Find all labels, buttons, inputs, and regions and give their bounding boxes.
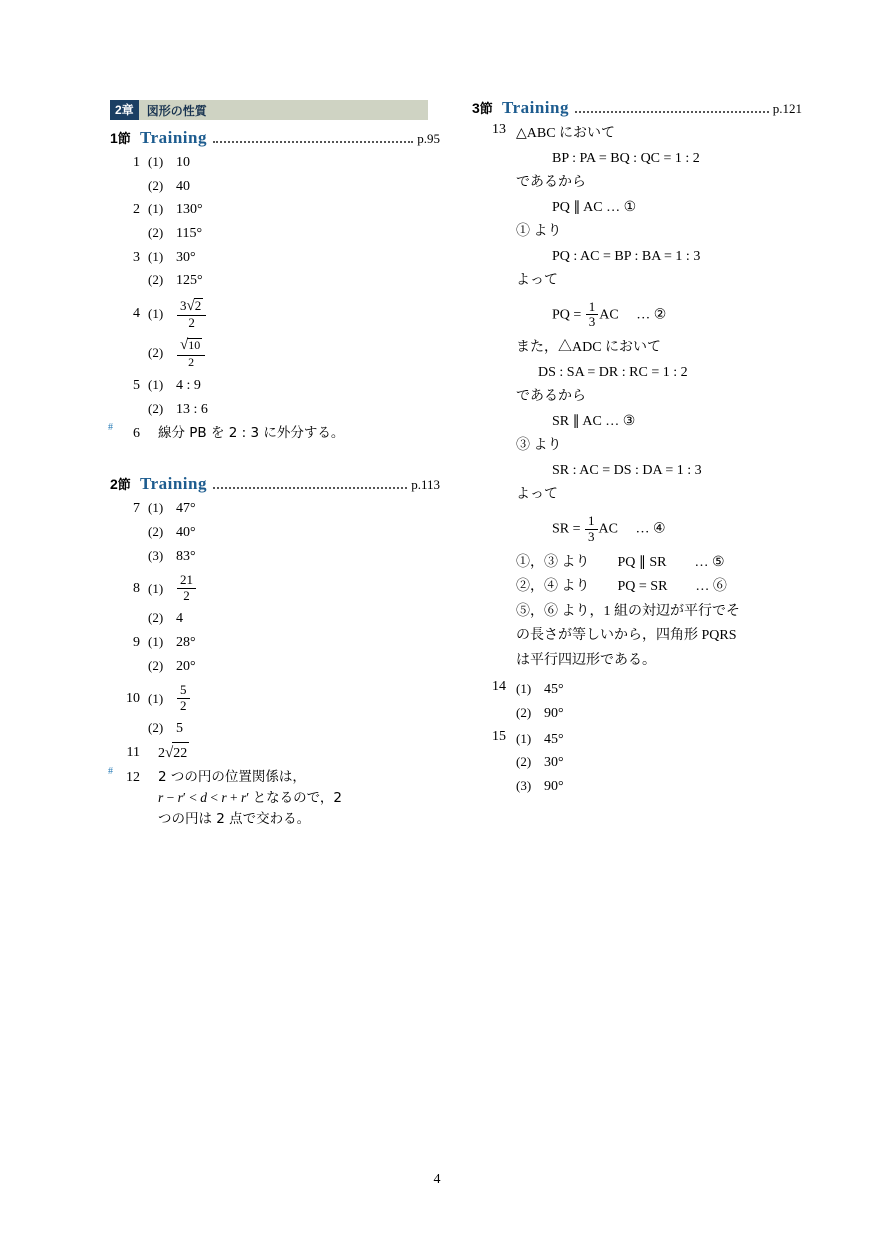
fraction-numerator: 5: [180, 682, 187, 698]
leader-dots: [575, 110, 769, 113]
answer-row: [110, 632, 440, 654]
answer-row: [110, 683, 440, 714]
answer-row: [110, 718, 440, 740]
answer-value: 125°: [176, 273, 203, 289]
answer-row: [110, 742, 440, 765]
answer-value: 4 : 9: [176, 378, 201, 394]
answer-value: 90°: [544, 705, 564, 721]
answer-value: 130°: [176, 202, 203, 218]
question-number: 2: [133, 202, 140, 218]
question-number: # 6: [108, 421, 140, 441]
fraction-numerator: 1: [588, 298, 596, 314]
answer-row: [516, 729, 802, 751]
sub-label: (1): [516, 730, 532, 746]
section-label-3: Training: [502, 98, 569, 117]
sub-label: (3): [148, 547, 164, 563]
fraction-denominator: 2: [177, 698, 190, 714]
sub-label: (2): [148, 177, 164, 193]
answer-text-block: [158, 767, 440, 830]
proof-line: ②，④ より PQ = SR … ⑥: [516, 579, 727, 595]
fraction: [586, 300, 599, 331]
answer-value: 10: [176, 155, 190, 170]
proof-line: DS : SA = DR : RC = 1 : 2: [538, 364, 688, 380]
fraction-denominator: 3: [585, 529, 598, 545]
fraction-denominator: 2: [177, 315, 206, 331]
answer-value: 40: [176, 178, 190, 194]
fraction: [177, 683, 190, 714]
answer-value: 30°: [176, 249, 196, 265]
proof-line: △ABC において: [516, 126, 616, 141]
fraction: [177, 337, 205, 369]
proof-line: ① より: [516, 224, 562, 239]
answer-list-section-1: [110, 152, 440, 444]
answer-value-fraction: [176, 683, 440, 714]
proof-line: であるから: [516, 175, 586, 190]
section-label-1: Training: [140, 128, 207, 147]
section-heading-2: [110, 474, 440, 494]
sub-label: (1): [148, 691, 164, 707]
sub-label: (2): [516, 754, 532, 770]
question-number: 11: [126, 744, 140, 760]
sub-label: (1): [148, 500, 164, 516]
answer-line: r − r′ < d < r + r′ となるので，2: [158, 790, 342, 807]
answer-value: 40°: [176, 525, 196, 541]
answer-row: [110, 199, 440, 221]
chapter-tag: 2章: [110, 100, 139, 120]
answer-row: [110, 656, 440, 678]
answer-row: [516, 679, 802, 701]
answer-row: [110, 270, 440, 292]
section-number-2: 2節: [110, 476, 131, 493]
question-number: 5: [133, 378, 140, 394]
fraction: [177, 573, 196, 604]
answer-value: 45°: [544, 731, 564, 747]
answer-line: 2 つの円の位置関係は，: [158, 769, 306, 786]
answer-row: [110, 522, 440, 544]
question-number: 10: [126, 691, 140, 707]
sub-label: (2): [148, 272, 164, 288]
sub-label: (2): [148, 720, 164, 736]
answer-body: [516, 679, 802, 726]
sub-label: (1): [148, 248, 164, 264]
section-heading-1: [110, 128, 440, 148]
answer-row: [110, 546, 440, 568]
proof-line: また，△ADC において: [516, 340, 662, 356]
answer-row: [110, 223, 440, 245]
proof-line: は平行四辺形である。: [516, 652, 656, 668]
sub-label: (2): [148, 225, 164, 241]
proof-line-fraction: PQ = $\frac{1}{3}$ AC … ②: [552, 298, 667, 330]
answer-value-fraction: [176, 573, 440, 604]
section-page-ref-2: p.113: [411, 477, 440, 493]
answer-row: [110, 608, 440, 630]
sub-label: (1): [148, 581, 164, 597]
answer-value-fraction: [176, 337, 440, 369]
answer-row: [110, 176, 440, 198]
answer-body: [516, 729, 802, 800]
question-number: 1: [133, 155, 140, 170]
question-number: 9: [133, 635, 140, 651]
answer-value: 115°: [176, 226, 203, 242]
answer-row: [110, 767, 440, 830]
answer-row: [110, 152, 440, 174]
proof-line: ①，③ より PQ ∥ SR … ⑤: [516, 554, 725, 570]
proof-line: PQ : AC = BP : BA = 1 : 3: [552, 248, 701, 264]
answer-value: 45°: [544, 682, 564, 698]
fraction-numerator: √10: [180, 337, 201, 354]
answer-value: 90°: [544, 779, 564, 794]
answer-row: [110, 298, 440, 331]
sub-label: (2): [148, 345, 164, 361]
section-page-ref-1: p.95: [417, 131, 440, 146]
section-page-ref-3: p.121: [772, 101, 802, 116]
answer-row: [516, 752, 802, 774]
page-number: 4: [433, 1172, 441, 1187]
proof-line: SR : AC = DS : DA = 1 : 3: [552, 462, 702, 478]
sub-label: (2): [148, 657, 164, 673]
answer-value-fraction: [176, 298, 440, 331]
section-number-1: 1節: [110, 130, 131, 146]
sub-label: (2): [516, 704, 532, 720]
answer-value: 30°: [544, 755, 564, 771]
answer-row-14: [472, 679, 802, 726]
proof-line: よって: [516, 487, 558, 503]
sub-label: (2): [148, 401, 164, 417]
proof-line: PQ ∥ AC … ①: [552, 199, 637, 215]
answer-line: つの円は 2 点で交わる。: [158, 811, 311, 828]
answer-value: 13 : 6: [176, 402, 208, 418]
fraction-denominator: 2: [177, 588, 196, 604]
question-number: # 12: [108, 766, 140, 786]
answer-row: [110, 573, 440, 604]
sub-label: (2): [148, 610, 164, 626]
fraction-numerator: 1: [588, 512, 595, 528]
answer-row: [110, 423, 440, 445]
answer-value: 83°: [176, 548, 196, 564]
sub-label: (1): [148, 306, 164, 322]
fraction-numerator: 3√2: [180, 298, 202, 315]
fraction-denominator: 2: [177, 355, 205, 370]
proof-line: の長さが等しいから，四角形 PQRS: [516, 628, 737, 644]
leader-dots: [213, 486, 407, 489]
left-column: [110, 100, 440, 832]
answer-row: [516, 703, 802, 725]
proof-line-fraction: SR = $\frac{1}{3}$ AC … ④: [552, 512, 666, 544]
proof-line: ⑤，⑥ より，1 組の対辺が平行でそ: [516, 603, 740, 619]
proof-body: [516, 122, 802, 673]
leader-dots: [213, 140, 413, 143]
question-number: 3: [133, 249, 140, 265]
answer-row-15: [472, 729, 802, 800]
question-number: 8: [133, 581, 140, 597]
section-number-3: 3節: [472, 100, 493, 116]
answer-row: [110, 337, 440, 369]
sub-label: (1): [516, 681, 532, 697]
sub-label: (2): [148, 524, 164, 540]
question-number: 14: [492, 679, 506, 695]
answer-row: [110, 399, 440, 421]
proof-line: SR ∥ AC … ③: [552, 413, 636, 429]
sub-label: (1): [148, 634, 164, 650]
question-number: 15: [492, 728, 506, 744]
answer-row: [110, 247, 440, 269]
fraction-numerator: 21: [180, 572, 193, 588]
question-number: 7: [133, 501, 140, 517]
sub-label: (1): [148, 377, 164, 393]
chapter-header: [110, 100, 428, 120]
fraction-denominator: 3: [586, 314, 599, 330]
answer-row: [110, 375, 440, 397]
section-heading-3: [472, 98, 802, 118]
question-number: 4: [133, 306, 140, 322]
proof-line: よって: [516, 273, 558, 288]
proof-line: ③ より: [516, 438, 562, 454]
answer-value: 4: [176, 611, 183, 627]
proof-line: であるから: [516, 389, 586, 405]
chapter-title: 図形の性質: [146, 103, 207, 118]
answer-value: 28°: [176, 635, 196, 651]
answer-list-section-2: [110, 498, 440, 830]
answer-value-radical: 2√22: [158, 742, 440, 765]
answer-text: 線分 PB を 2 : 3 に外分する。: [158, 424, 345, 441]
answer-row: [516, 776, 802, 798]
answer-row: [110, 498, 440, 520]
answer-row-13: [472, 122, 802, 673]
answer-value: 47°: [176, 501, 196, 517]
question-number: 13: [492, 122, 506, 137]
sub-label: (1): [148, 154, 164, 169]
sub-label: (3): [516, 778, 532, 793]
fraction: [177, 298, 206, 331]
answer-value: 5: [176, 721, 183, 737]
right-column: [472, 96, 802, 800]
section-label-2: Training: [140, 474, 207, 494]
proof-line: BP : PA = BQ : QC = 1 : 2: [552, 150, 700, 166]
answer-value: 20°: [176, 658, 196, 674]
sub-label: (1): [148, 201, 164, 217]
fraction: [585, 514, 598, 545]
hash-marker: #: [108, 421, 113, 433]
hash-marker: #: [108, 766, 113, 778]
